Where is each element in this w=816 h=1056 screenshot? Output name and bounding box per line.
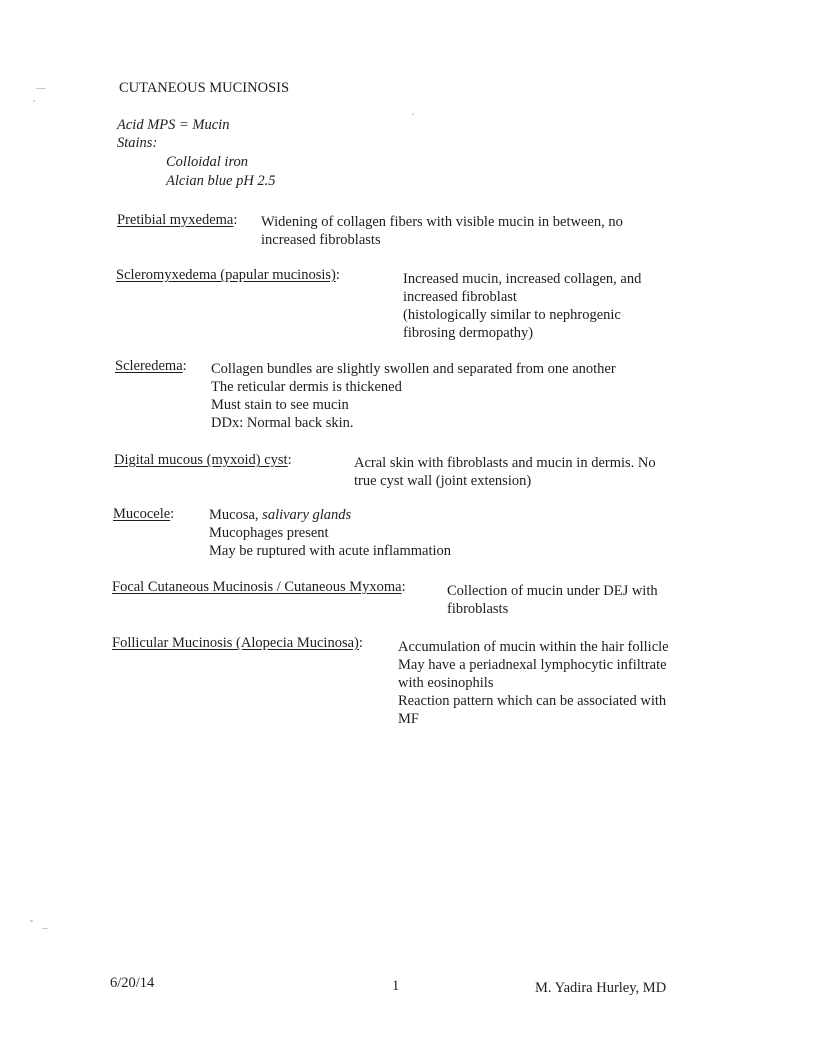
term-mucocele: Mucocele: [113, 506, 175, 522]
term-follicular-mucinosis: Follicular Mucinosis (Alopecia Mucinosa): [112, 635, 363, 651]
footer-date: 6/20/14 [110, 975, 155, 991]
definition-focal-cutaneous-mucinosis: Collection of mucin under DEJ with fibroblasts [447, 583, 658, 617]
page-title: CUTANEOUS MUCINOSIS [119, 80, 290, 96]
definition-pretibial-myxedema: Widening of collagen fibers with visible mucin in between, no increased fibroblasts [261, 214, 623, 248]
definition-follicular-mucinosis: Accumulation of mucin within the hair follicle May have a periadnexal lymphocytic infiltrate with eosinophils Reaction pattern which can be associated with MF [398, 639, 669, 727]
definition-mucocele: Mucosa, salivary glands Mucophages present May be ruptured with acute inflammation [209, 507, 451, 559]
scan-speck [30, 920, 33, 922]
term-scleromyxedema: Scleromyxedema (papular mucinosis): [116, 267, 340, 283]
stain-alcian-blue: Alcian blue pH 2.5 [166, 173, 276, 189]
scan-speck [412, 113, 414, 115]
term-scleredema: Scleredema: [115, 358, 187, 374]
intro-line-mucin: Acid MPS = Mucin [117, 117, 230, 133]
term-pretibial-myxedema: Pretibial myxedema: [117, 212, 238, 228]
definition-scleromyxedema: Increased mucin, increased collagen, and increased fibroblast (histologically similar to nephrogenic fibrosing dermopathy) [403, 271, 642, 341]
scan-speck [42, 928, 48, 929]
definition-scleredema: Collagen bundles are slightly swollen and separated from one another The reticular dermis is thickened Must stain to see mucin DDx: Normal back skin. [211, 361, 616, 431]
definition-digital-mucous-cyst: Acral skin with fibroblasts and mucin in dermis. No true cyst wall (joint extension) [354, 455, 656, 489]
term-focal-cutaneous-mucinosis: Focal Cutaneous Mucinosis / Cutaneous Myxoma: [112, 579, 406, 595]
footer-author: M. Yadira Hurley, MD [535, 980, 667, 996]
term-digital-mucous-cyst: Digital mucous (myxoid) cyst: [114, 452, 292, 468]
footer-page-number: 1 [392, 978, 400, 994]
scan-speck [33, 100, 35, 102]
stain-colloidal-iron: Colloidal iron [166, 154, 249, 170]
scan-speck [36, 88, 46, 89]
intro-line-stains: Stains: [117, 135, 158, 151]
